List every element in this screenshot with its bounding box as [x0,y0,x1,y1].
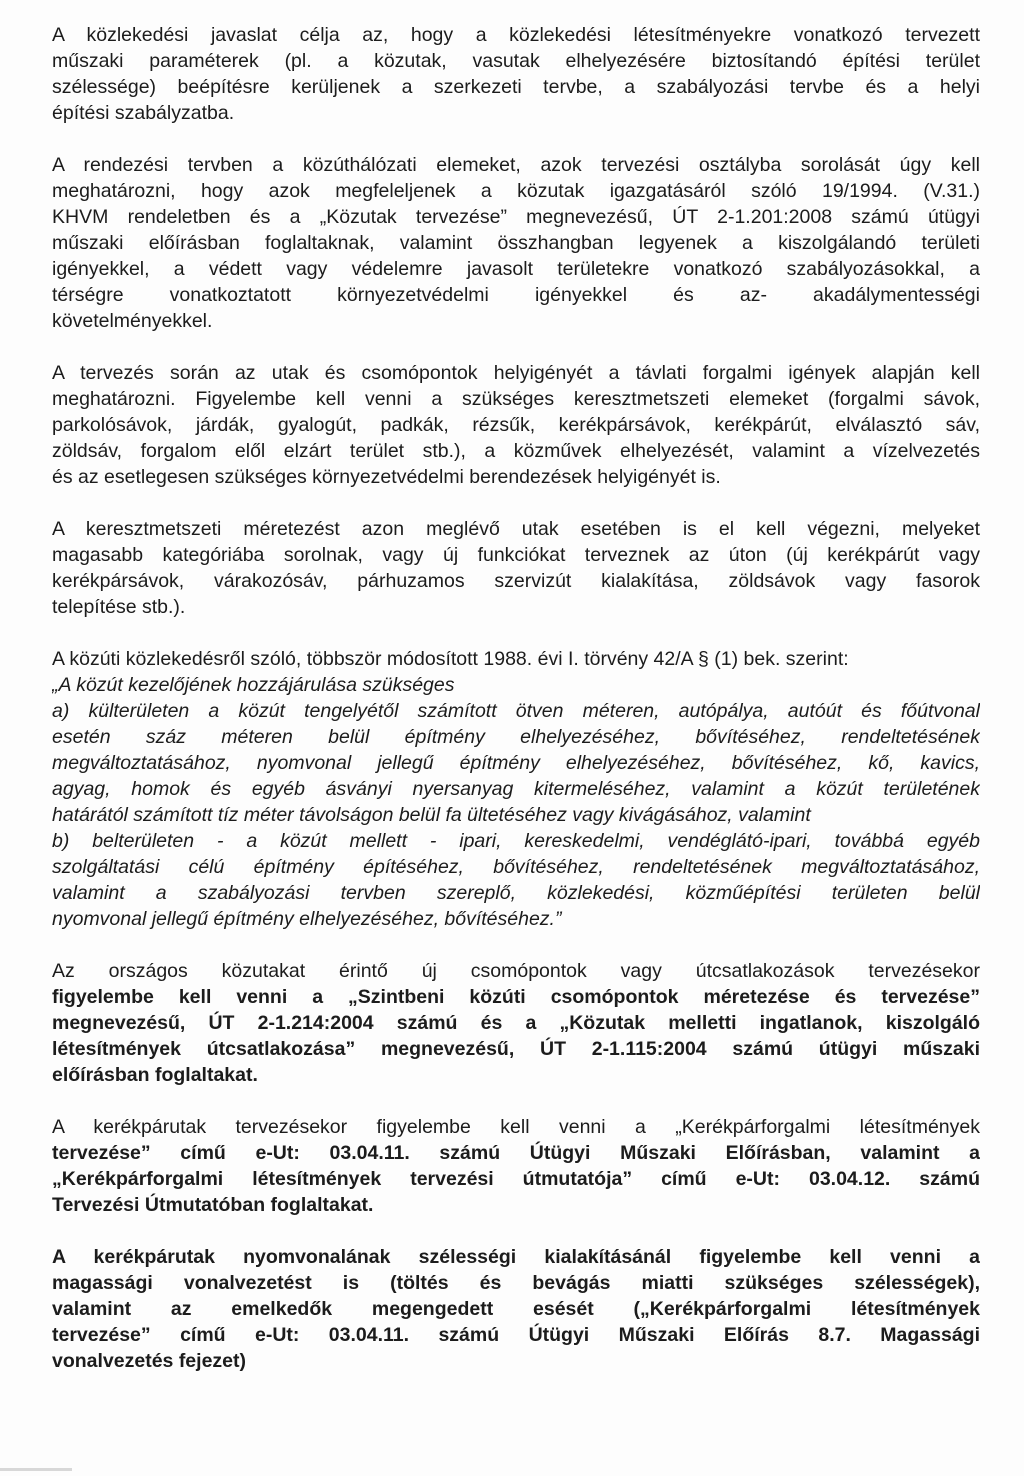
text-line: a) külterületen a közút tengelyétől számított ötven méteren, autópálya, autóút és főútvonal [52,700,980,722]
text-line: Tervezési Útmutatóban foglaltakat. [52,1194,374,1216]
law-quote [52,672,980,932]
text-line: létesítmények útcsatlakozása” megnevezésű, ÚT 2-1.115:2004 számú útügyi műszaki [52,1038,980,1060]
text-line: tervezése” című e-Ut: 03.04.11. számú Útügyi Műszaki Előírás 8.7. Magassági [52,1324,980,1346]
text-line: zöldsáv, forgalom elől elzárt terület stb.), a közművek elhelyezését, valamint a vízelvezetés [52,440,980,462]
text-line: építési szabályzatba. [52,102,235,124]
text-line: „A közút kezelőjének hozzájárulása szükséges [52,674,455,696]
scan-artifact [0,1468,72,1471]
text-line: A kerékpárutak nyomvonalának szélességi kialakításánál figyelembe kell venni a [52,1246,980,1268]
text-line: A tervezés során az utak és csomópontok helyigényét a távlati forgalmi igények alapján kell [52,362,980,384]
text-line: b) belterületen - a közút mellett - ipari, kereskedelmi, vendéglátó-ipari, továbbá egyéb [52,830,980,852]
paragraph-road-network-classification [52,152,980,334]
paragraph-cycle-path-width [52,1244,980,1374]
text-line: esetén száz méteren belül építmény elhelyezéséhez, bővítéséhez, rendeltetésének [52,726,980,748]
text-line: műszaki előírásban foglaltaknak, valamint összhangban legyenek a kiszolgálandó területi [52,232,980,254]
text-line: A közúti közlekedésről szóló, többször módosított 1988. évi I. törvény 42/A § (1) bek. szerint: [52,648,849,670]
text-line: KHVM rendeletben és a „Közutak tervezése” megnevezésű, ÚT 2-1.201:2008 számú útügyi [52,206,980,228]
text-line: magasabb kategóriába sorolnak, vagy új funkciókat terveznek az úton (új kerékpárút vagy [52,544,980,566]
text-line: térségre vonatkoztatott környezetvédelmi igényekkel és az- akadálymentességi [52,284,980,306]
text-line: agyag, homok és egyéb ásványi nyersanyag kitermeléséhez, valamint a közút területének [52,778,980,800]
text-line: műszaki paraméterek (pl. a közutak, vasutak elhelyezésére biztosítandó építési terület [52,50,980,72]
paragraph-cross-section-sizing [52,516,980,620]
text-line: „Kerékpárforgalmi létesítmények tervezési útmutatója” című e-Ut: 03.04.12. számú [52,1168,980,1190]
text-line: parkolósávok, járdák, gyalogút, padkák, rézsűk, kerékpársávok, kerékpárút, elválasztó sáv, [52,414,980,436]
text-line: megnevezésű, ÚT 2-1.214:2004 számú és a „Közutak melletti ingatlanok, kiszolgáló [52,1012,980,1034]
text-line: megváltoztatásához, nyomvonal jellegű építmény elhelyezéséhez, bővítéséhez, kő, kavics, [52,752,980,774]
text-line: vonalvezetés fejezet) [52,1350,247,1372]
text-line: határától számított tíz méter távolságon belül fa ültetéséhez vagy kivágásához, valamint [52,804,811,826]
text-line: valamint az emelkedők megengedett esését („Kerékpárforgalmi létesítmények [52,1298,980,1320]
text-line: valamint a szabályozási tervben szereplő, közlekedési, közműépítési területen belül [52,882,980,904]
text-line: szolgáltatási célú építmény építéséhez, bővítéséhez, rendeltetésének megváltoztatásához, [52,856,980,878]
text-line: meghatározni. Figyelembe kell venni a szükséges keresztmetszeti elemeket (forgalmi sávok, [52,388,980,410]
text-line: meghatározni, hogy azok megfeleljenek a közutak igazgatásáról szóló 19/1994. (V.31.) [52,180,980,202]
text-line: és az esetlegesen szükséges környezetvédelmi berendezések helyigényét is. [52,466,721,488]
text-line: A közlekedési javaslat célja az, hogy a közlekedési létesítményekre vonatkozó tervezett [52,24,980,46]
text-line: szélessége) beépítésre kerüljenek a szerkezeti tervbe, a szabályozási tervbe és a helyi [52,76,980,98]
text-line: A kerékpárutak tervezésekor figyelembe kell venni a „Kerékpárforgalmi létesítmények [52,1116,980,1138]
paragraph-national-roads-junctions [52,958,980,1088]
text-line: követelményekkel. [52,310,213,332]
text-line: figyelembe kell venni a „Szintbeni közúti csomópontok méretezése és tervezése” [52,986,980,1008]
text-line: igényekkel, a védett vagy védelemre javasolt területekre vonatkozó szabályozásokkal, a [52,258,980,280]
text-line: A rendezési tervben a közúthálózati elemeket, azok tervezési osztályba sorolását úgy kell [52,154,980,176]
paragraph-road-traffic-law-quote [52,646,980,932]
paragraph-transport-proposal-goal [52,22,980,126]
paragraph-cycle-path-design [52,1114,980,1218]
text-line: Az országos közutakat érintő új csomópontok vagy útcsatlakozások tervezésekor [52,960,980,982]
text-line: A keresztmetszeti méretezést azon meglévő utak esetében is el kell végezni, melyeket [52,518,980,540]
paragraph-space-requirements [52,360,980,490]
text-line: nyomvonal jellegű építmény elhelyezéséhez, bővítéséhez.” [52,908,562,930]
text-line: telepítése stb.). [52,596,186,618]
text-line: tervezése” című e-Ut: 03.04.11. számú Útügyi Műszaki Előírásban, valamint a [52,1142,980,1164]
text-line: kerékpársávok, várakozósáv, párhuzamos szervizút kialakítása, zöldsávok vagy fasorok [52,570,980,592]
text-line: magassági vonalvezetést is (töltés és bevágás miatti szükséges szélességek), [52,1272,980,1294]
text-line: előírásban foglaltakat. [52,1064,258,1086]
